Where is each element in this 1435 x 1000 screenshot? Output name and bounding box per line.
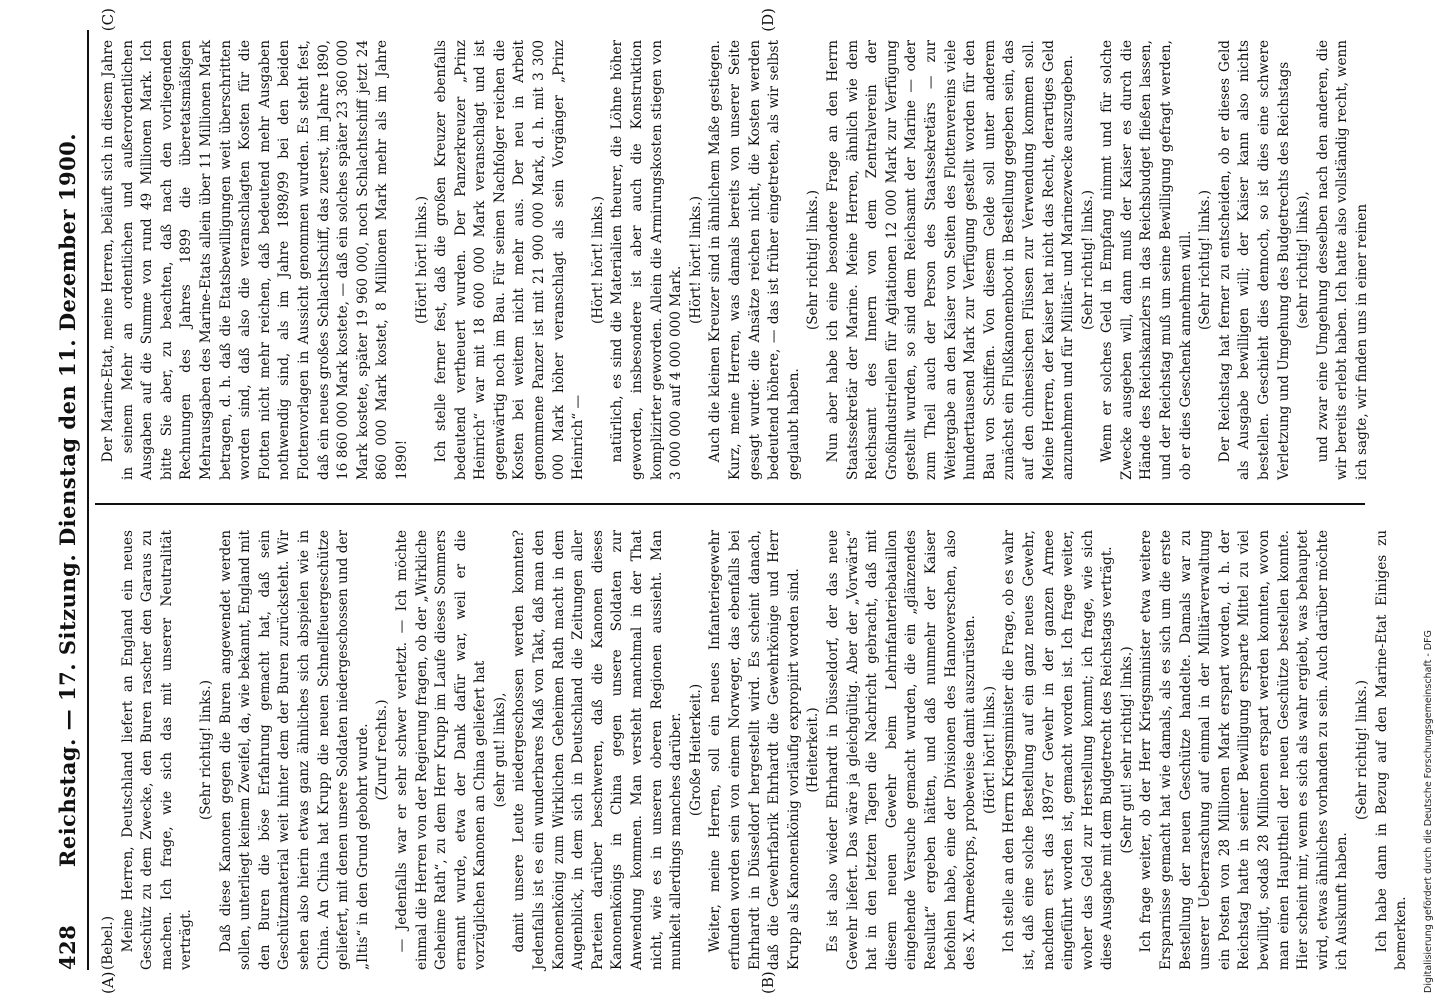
paragraph: (Heiterkeit.) — [805, 707, 822, 793]
header-rule — [87, 30, 89, 970]
paragraph: Ich stelle an den Herrn Kriegsminister die Frage, ob es wahr ist, daß eine solche Bestellung auf ein ganz neues Gewehr, nachdem erst das 1897er Gewehr in der ganzen Armee eingeführt worden ist, gemacht worden ist. Ich frage weiter, woher das Geld zur Herstellung kommt; ich frage, wie sich diese Ausgabe mit dem Budgetrecht des Reichstags verträgt. — [1001, 530, 1116, 970]
paragraph: (Sehr richtig! links.) — [1079, 189, 1096, 331]
paragraph: Ich stelle ferner fest, daß die großen Kreuzer ebenfalls bedeutend vertheuert wurden. Der Panzerkreuzer „Prinz Heinrich“ war mit 18 600 000 Mark veranschlagt und ist gegenwärtig noch im Bau. Für seinen Nachfolger reichen die Kosten bei weitem nicht mehr aus. Der neu in Arbeit genommene Panzer ist mit 21 900 000 Mark, d. h. mit 3 300 000 Mark höher veranschlagt als sein Vorgänger „Prinz Heinrich“ — — [433, 40, 587, 480]
margin-marker-c: (C) — [99, 8, 117, 32]
paragraph: (Hört! hört! links.) — [413, 195, 430, 325]
paragraph: Wenn er solches Geld in Empfang nimmt und für solche Zwecke ausgeben will, dann muß der Kaiser es durch die Hände des Reichskanzlers in das Reichsbudget fließen lassen, und der Reichstag muß um seine Bewilligung gefragt werden, ob er dies Geschenk annehmen will. — [1099, 40, 1194, 480]
margin-marker-b: (B) — [759, 971, 777, 994]
paragraph: Der Reichstag hat ferner zu entscheiden, ob er dieses Geld als Ausgabe bewilligen will; der Kaiser kann also nichts bestellen. Geschieht dies dennoch, so ist dies eine schwere Verletzung und Umgehung des Budgetrechts des Reichstags — [1216, 40, 1292, 480]
dfg-credit-text: Digitalisierung gefördert durch die Deutsche Forschungsgemeinschaft - DFG — [1423, 630, 1434, 993]
paragraph: Es ist also wieder Ehrhardt in Düsseldorf, der das neue Gewehr liefert. Das wäre ja gleichgültig. Aber der „Vorwärts“ hat in den letzten Tagen die Nachricht gebracht, daß mit diesem neuen Gewehr beim Lehrinfanteriebataillon eingehende Versuche gemacht wurden, die ein „glänzendes Resultat“ ergeben hätten, und daß nunmehr der Kaiser befohlen habe, eine der Divisionen des Hannoverschen, also des X. Armeekorps, probeweise damit auszurüsten. — [824, 530, 979, 970]
paragraph: (sehr richtig! links), — [1295, 191, 1312, 329]
paragraph: Meine Herren, Deutschland liefert an England ein neues Geschütz zu dem Zwecke, den Buren rascher den Garaus zu machen. Ich frage, wie sich das mit unserer Neutralität verträgt. — [119, 530, 195, 970]
page-header — [47, 30, 87, 970]
paragraph: (Sehr richtig! links.) — [805, 189, 822, 331]
left-column — [99, 530, 1410, 994]
paragraph: (Hört! hört! links.) — [589, 195, 606, 325]
right-column — [99, 8, 1370, 480]
paragraph: (sehr gut! links), — [491, 692, 508, 808]
paragraph: natürlich, es sind die Materialien theurer, die Löhne höher geworden, insbesondere ist aber auch die Konstruktion komplizirter geworden. Allein die Armirungskosten stiegen von 3 000 000 auf 4 000 000 Mark. — [609, 40, 685, 480]
speaker-label: (Bebel.) — [100, 915, 116, 970]
paragraph: Nun aber habe ich eine besondere Frage an den Herrn Staatssekretär der Marine. Meine Herren, ähnlich wie dem Reichsamt des Innern von dem Zentralverein der Großindustriellen für Agitationen 12 000 Mark zur Verfügung gestellt wurden, so sind dem Reichsamt der Marine — oder zum Theil auch der Person des Staatssekretärs — zur Weitergabe an den Kaiser von Seiten des Flottenvereins viele hunderttausend Mark zur Verfügung gestellt worden für den Bau von Schiffen. Von diesem Gelde soll unter anderem zunächst ein Flußkanonenboot in Bestellung gegeben sein, das auf den chinesischen Flüssen zur Verwendung kommen soll. Meine Herren, der Kaiser hat nicht das Recht, derartiges Geld anzunehmen und für Militär- und Marinezwecke auszugeben. — [824, 40, 1077, 480]
right-column-text — [99, 40, 1373, 480]
paragraph: Auch die kleinen Kreuzer sind in ähnlichem Maße gestiegen. Kurz, meine Herren, was damals bereits von unserer Seite gesagt wurde: die Ansätze reichen nicht, die Kosten werden bedeutend höhere, — das ist früher eingetreten, als wir selbst geglaubt haben. — [707, 40, 802, 480]
paragraph: Der Marine-Etat, meine Herren, beläuft sich in diesem Jahre in seinem Mehr an ordentlichen und außerordentlichen Ausgaben auf die Summe von rund 49 Millionen Mark. Ich bitte Sie aber, zu beachten, daß nach den vorliegenden Rechnungen des Jahres 1899 die überetatsmäßigen Mehrausgaben des Marine-Etats allein über 11 Millionen Mark betragen, d. h. daß die Etatsbewilligungen weit überschritten worden sind, daß also die veranschlagten Kosten für die Flotten nicht mehr reichen, daß bedeutend mehr Ausgaben nothwendig sind, als im Jahre 1898/99 bei den beiden Flottenvorlagen in Aussicht genommen wurden. Es steht fest, daß ein neues großes Schlachtschiff, das zuerst, im Jahre 1890, 16 860 000 Mark kostete, — daß ein solches später 23 360 000 Mark kostete, später 19 960 000, noch Schlachtschiff jetzt 24 860 000 Mark kostet, 8 Millionen Mark mehr als im Jahre 1890! — [100, 40, 410, 480]
page-title: Reichstag. — 17. Sitzung. Dienstag den 11. Dezember 1900. — [55, 132, 80, 868]
paragraph: damit unsere Leute niedergeschossen werden konnten? Jedenfalls ist es ein wunderbares Maß von Takt, daß man den Kanonenkönig zum Wirklichen Geheimen Rath macht in dem Augenblick, in dem sich in Deutschland die Zeitungen aller Parteien darüber beschweren, daß die Kanonen dieses Kanonenkönigs in China gegen unsere Soldaten zur Anwendung kommen. Man versteht manchmal in der That nicht, wie es in unseren oberen Regionen aussieht. Man munkelt allerdings manches darüber. — [511, 530, 685, 970]
paragraph: Ich habe dann in Bezug auf den Marine-Etat Einiges zu bemerken. — [1373, 530, 1410, 970]
paragraph: (Hört! hört! links.) — [687, 195, 704, 325]
paragraph: Daß diese Kanonen gegen die Buren angewendet werden sollen, unterliegt keinem Zweifel, da, wie bekannt, England mit den Buren die böse Erfahrung gemacht hat, daß sein Geschützmaterial weit hinter dem der Buren zurücksteht. Wir sehen also hierin etwas ganz ähnliches sich abspielen wie in China. An China hat Krupp die neuen Schnellfeuergeschütze geliefert, mit denen unsere Soldaten niedergeschossen und der „Iltis“ in den Grund gebohrt wurde. — [217, 530, 371, 970]
paragraph: Weiter, meine Herren, soll ein neues Infanteriegewehr erfunden worden sein von einem Norweger, das ebenfalls bei Ehrhardt in Düsseldorf hergestellt wird. Es scheint danach, daß die Gewehrfabrik Ehrhardt die Gewehrkönige und Herr Krupp als Kanonenkönig vorläufig expropiirt worden sind. — [707, 530, 802, 970]
column-separator — [95, 503, 1365, 505]
paragraph: und zwar eine Umgehung desselben nach den anderen, die wir bereits erlebt haben. Ich hatte also vollständig recht, wenn ich sagte, wir finden uns in einer reinen — [1314, 40, 1370, 480]
paragraph: (Große Heiterkeit.) — [687, 683, 704, 817]
left-column-text — [119, 530, 1412, 970]
paragraph: (Sehr gut! sehr richtig! links.) — [1118, 646, 1135, 854]
paragraph: (Sehr richtig! links.) — [1354, 679, 1370, 821]
paragraph: (Sehr richtig! links.) — [1197, 189, 1214, 331]
margin-marker-d: (D) — [759, 8, 777, 32]
digitization-stamp — [1421, 8, 1435, 993]
margin-marker-a: (A) — [99, 971, 117, 994]
paragraph: (Hört! hört! links.) — [981, 685, 998, 815]
paragraph: (Zuruf rechts.) — [374, 699, 391, 801]
paragraph: Ich frage weiter, ob der Herr Kriegsminister etwa weitere Ersparnisse gemacht hat wie damals, als es sich um die erste Bestellung der neuen Geschütze handelte. Damals war zu unserer Ueberraschung auf einmal in der Militärverwaltung ein Posten von 28 Millionen Mark erspart worden, d. h. der Reichstag hatte in seiner Bewilligung ersparte Mittel zu viel bewilligt, sodaß 28 Millionen erspart werden konnten, wovon man einen Haupttheil der neuen Geschütze bestellen konnte. Hier scheint mir, wenn es sich als wahr ergiebt, was behauptet wird, etwas ähnliches vorhanden zu sein. Auch darüber möchte ich Auskunft haben. — [1138, 530, 1351, 970]
paragraph: (Sehr richtig! links.) — [197, 679, 214, 821]
rotated-page — [47, 8, 1410, 994]
page-number: 428 — [55, 924, 80, 970]
paragraph: — Jedenfalls war er sehr schwer verletzt. — Ich möchte einmal die Herren von der Regierung fragen, ob der „Wirkliche Geheime Rath“, zu dem Herr Krupp im Laufe dieses Sommers ernannt wurde, etwa der Dank dafür war, weil er die vorzüglichen Kanonen an China geliefert hat — [393, 530, 489, 970]
